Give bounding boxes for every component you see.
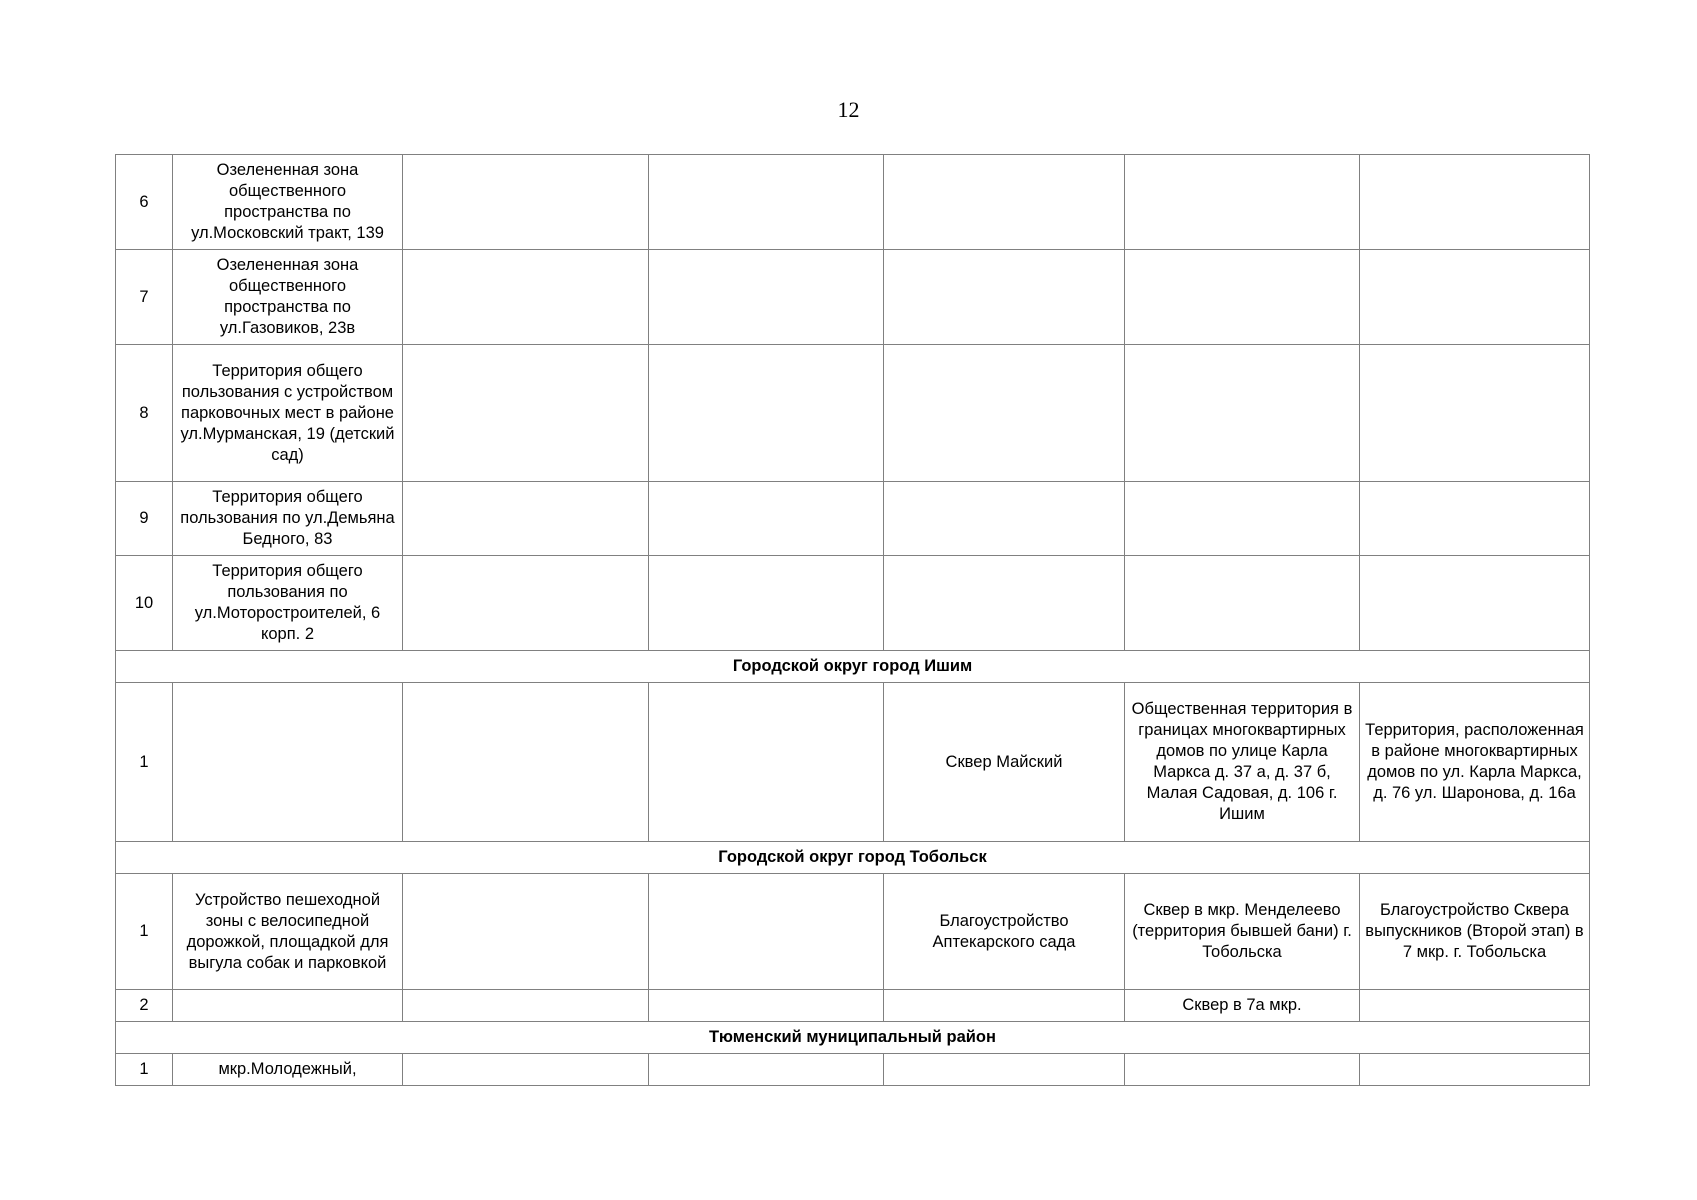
section-title: Городской округ город Ишим [116, 651, 1590, 683]
row-number-cell: 1 [116, 1054, 173, 1086]
table-cell [1125, 482, 1360, 556]
table-cell [884, 482, 1125, 556]
table-cell [403, 556, 649, 651]
table-cell [649, 1054, 884, 1086]
row-number-cell: 6 [116, 155, 173, 250]
row-number-cell: 1 [116, 683, 173, 842]
table-cell [403, 990, 649, 1022]
table-cell [173, 683, 403, 842]
table-cell [403, 482, 649, 556]
table-cell: Сквер Майский [884, 683, 1125, 842]
table-cell [884, 990, 1125, 1022]
table-cell [649, 250, 884, 345]
table-cell [1360, 990, 1590, 1022]
table-cell: Территория общего пользования с устройством парковочных мест в районе ул.Мурманская, 19 (детский сад) [173, 345, 403, 482]
table-cell: Устройство пешеходной зоны с велосипедной дорожкой, площадкой для выгула собак и парковкой [173, 874, 403, 990]
table-cell: Территория, расположенная в районе многоквартирных домов по ул. Карла Маркса, д. 76 ул. Шаронова, д. 16а [1360, 683, 1590, 842]
table-cell [1125, 1054, 1360, 1086]
table-cell [1125, 556, 1360, 651]
table-cell: мкр.Молодежный, [173, 1054, 403, 1086]
row-number-cell: 2 [116, 990, 173, 1022]
table-row [116, 683, 1590, 842]
table-cell [403, 155, 649, 250]
section-title: Городской округ город Тобольск [116, 842, 1590, 874]
row-number-cell: 1 [116, 874, 173, 990]
table-cell [403, 1054, 649, 1086]
row-number-cell: 10 [116, 556, 173, 651]
table-cell: Общественная территория в границах многоквартирных домов по улице Карла Маркса д. 37 а, д. 37 б, Малая Садовая, д. 106 г. Ишим [1125, 683, 1360, 842]
section-header-row [116, 842, 1590, 874]
table-body [116, 155, 1590, 1086]
table-cell: Озелененная зона общественного пространства по ул.Московский тракт, 139 [173, 155, 403, 250]
section-header-row [116, 651, 1590, 683]
table-cell [884, 155, 1125, 250]
table-cell: Благоустройство Аптекарского сада [884, 874, 1125, 990]
table-cell: Территория общего пользования по ул.Моторостроителей, 6 корп. 2 [173, 556, 403, 651]
table-cell [403, 250, 649, 345]
table-row [116, 482, 1590, 556]
table-cell [649, 556, 884, 651]
table-cell [173, 990, 403, 1022]
table-cell [403, 874, 649, 990]
table-row [116, 250, 1590, 345]
table-row [116, 1054, 1590, 1086]
table-row [116, 556, 1590, 651]
table-cell [649, 990, 884, 1022]
table-cell [649, 683, 884, 842]
table-cell [884, 345, 1125, 482]
table-cell [884, 1054, 1125, 1086]
territories-table [115, 154, 1590, 1086]
table-cell [649, 874, 884, 990]
table-cell: Благоустройство Сквера выпускников (Второй этап) в 7 мкр. г. Тобольска [1360, 874, 1590, 990]
table-cell: Озелененная зона общественного пространства по ул.Газовиков, 23в [173, 250, 403, 345]
table-cell: Сквер в мкр. Менделеево (территория бывшей бани) г. Тобольска [1125, 874, 1360, 990]
table-row [116, 345, 1590, 482]
table-cell: Территория общего пользования по ул.Демьяна Бедного, 83 [173, 482, 403, 556]
table-cell [649, 345, 884, 482]
table-cell [403, 683, 649, 842]
table-cell [403, 345, 649, 482]
table-cell [884, 556, 1125, 651]
table-cell [649, 482, 884, 556]
table-cell [649, 155, 884, 250]
table-cell [1125, 250, 1360, 345]
table-cell [1360, 250, 1590, 345]
row-number-cell: 8 [116, 345, 173, 482]
table-cell [1360, 556, 1590, 651]
table-row [116, 990, 1590, 1022]
table-cell [884, 250, 1125, 345]
section-title: Тюменский муниципальный район [116, 1022, 1590, 1054]
page-number: 12 [837, 97, 860, 122]
row-number-cell: 7 [116, 250, 173, 345]
section-header-row [116, 1022, 1590, 1054]
table-cell [1125, 155, 1360, 250]
table-row [116, 874, 1590, 990]
table-row [116, 155, 1590, 250]
table-cell [1125, 345, 1360, 482]
table-cell: Сквер в 7а мкр. [1125, 990, 1360, 1022]
row-number-cell: 9 [116, 482, 173, 556]
table-cell [1360, 345, 1590, 482]
table-cell [1360, 1054, 1590, 1086]
table-cell [1360, 482, 1590, 556]
table-cell [1360, 155, 1590, 250]
